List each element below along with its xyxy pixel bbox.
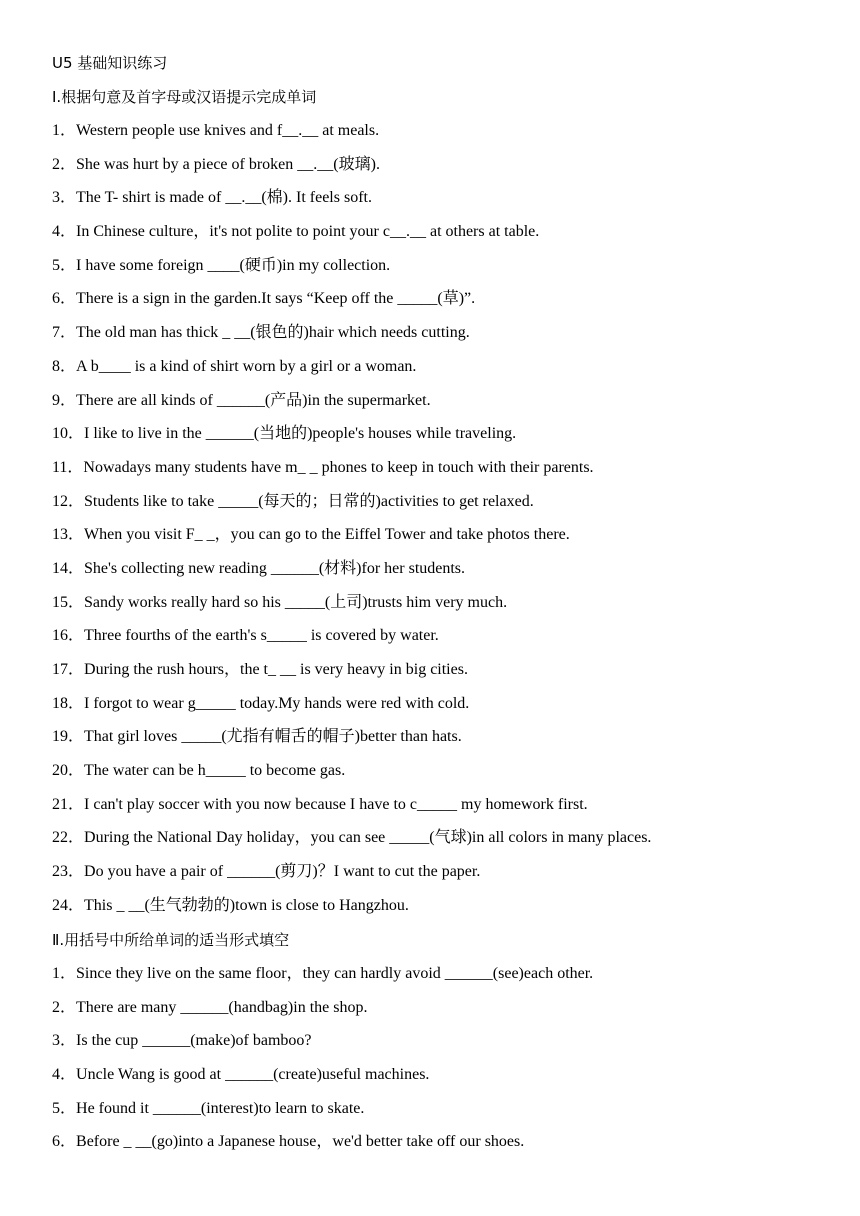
question-number: 6． bbox=[52, 1133, 77, 1151]
question-text: I can't play soccer with you now because I have to c_____ my homework first. bbox=[84, 795, 588, 813]
question-text: Sandy works really hard so his _____(上司)trusts him very much. bbox=[84, 593, 508, 611]
question-number: 21． bbox=[52, 795, 85, 813]
question-text: There are all kinds of ______(产品)in the supermarket. bbox=[76, 391, 431, 409]
question-number: 7． bbox=[52, 324, 77, 342]
question-item bbox=[52, 626, 651, 660]
question-item bbox=[52, 727, 651, 761]
question-item bbox=[52, 424, 651, 458]
question-text: There is a sign in the garden.It says “Keep off the _____(草)”. bbox=[76, 290, 476, 308]
question-text: Before _ __(go)into a Japanese house，we'd better take off our shoes. bbox=[76, 1133, 525, 1151]
worksheet-title: U5 基础知识练习 bbox=[52, 54, 168, 72]
question-item bbox=[52, 525, 651, 559]
question-number: 3． bbox=[52, 1032, 77, 1050]
question-item bbox=[52, 559, 651, 593]
section-2-heading: Ⅱ.用括号中所给单词的适当形式填空 bbox=[52, 931, 290, 949]
question-text: During the National Day holiday，you can see _____(气球)in all colors in many places. bbox=[84, 829, 652, 847]
question-number: 23． bbox=[52, 863, 85, 881]
question-item bbox=[52, 694, 651, 728]
question-text: She's collecting new reading ______(材料)for her students. bbox=[84, 559, 466, 577]
question-number: 19． bbox=[52, 728, 85, 746]
question-number: 4． bbox=[52, 1066, 77, 1084]
question-text: I have some foreign ____(硬币)in my collection. bbox=[76, 256, 391, 274]
question-number: 2． bbox=[52, 155, 77, 173]
question-number: 1． bbox=[52, 122, 77, 139]
question-text: The old man has thick _ __(银色的)hair which needs cutting. bbox=[76, 324, 470, 342]
question-item bbox=[52, 964, 593, 998]
question-item bbox=[52, 188, 651, 222]
question-number: 4． bbox=[52, 223, 77, 241]
question-item bbox=[52, 121, 651, 155]
question-item bbox=[52, 1031, 593, 1065]
question-number: 3． bbox=[52, 189, 77, 207]
question-text: Western people use knives and f__.__ at meals. bbox=[76, 122, 380, 139]
question-number: 22． bbox=[52, 829, 85, 847]
question-number: 14． bbox=[52, 559, 85, 577]
question-text: Students like to take _____(每天的；日常的)activities to get relaxed. bbox=[84, 492, 534, 510]
question-text: I like to live in the ______(当地的)people's houses while traveling. bbox=[84, 425, 517, 443]
question-text: Since they live on the same floor，they can hardly avoid ______(see)each other. bbox=[76, 965, 594, 982]
question-item bbox=[52, 761, 651, 795]
question-text: Do you have a pair of ______(剪刀)？I want to cut the paper. bbox=[84, 863, 481, 881]
question-item bbox=[52, 458, 651, 492]
question-text: This _ __(生气勃勃的)town is close to Hangzhou. bbox=[84, 896, 409, 914]
question-item bbox=[52, 896, 651, 930]
question-number: 5． bbox=[52, 256, 77, 274]
question-text: During the rush hours，the t_ __ is very heavy in big cities. bbox=[84, 661, 468, 678]
question-item bbox=[52, 1132, 593, 1166]
question-number: 2． bbox=[52, 998, 77, 1016]
question-text: He found it ______(interest)to learn to skate. bbox=[76, 1099, 365, 1117]
section-1-heading: Ⅰ.根据句意及首字母或汉语提示完成单词 bbox=[52, 88, 317, 106]
question-number: 16． bbox=[52, 627, 85, 645]
question-number: 15． bbox=[52, 593, 85, 611]
question-item bbox=[52, 828, 651, 862]
question-text: When you visit F_ _，you can go to the Eiffel Tower and take photos there. bbox=[84, 526, 570, 544]
question-text: Nowadays many students have m_ _ phones to keep in touch with their parents. bbox=[83, 458, 594, 476]
question-item bbox=[52, 1065, 593, 1099]
question-text: That girl loves _____(尤指有帽舌的帽子)better than hats. bbox=[84, 728, 462, 746]
question-number: 20． bbox=[52, 762, 85, 780]
question-text: A b____ is a kind of shirt worn by a girl or a woman. bbox=[76, 357, 417, 375]
question-number: 11． bbox=[52, 458, 84, 476]
question-text: Is the cup ______(make)of bamboo? bbox=[76, 1032, 312, 1050]
question-number: 6． bbox=[52, 290, 77, 308]
question-item bbox=[52, 357, 651, 391]
question-item bbox=[52, 1099, 593, 1133]
question-number: 1． bbox=[52, 965, 77, 982]
question-number: 9． bbox=[52, 391, 77, 409]
question-item bbox=[52, 862, 651, 896]
question-text: There are many ______(handbag)in the shop. bbox=[76, 998, 368, 1016]
question-text: The water can be h_____ to become gas. bbox=[84, 762, 346, 780]
question-number: 24． bbox=[52, 896, 85, 914]
section-1-questions bbox=[52, 121, 651, 930]
question-item bbox=[52, 323, 651, 357]
question-item bbox=[52, 492, 651, 526]
section-2-questions bbox=[52, 964, 593, 1166]
question-text: I forgot to wear g_____ today.My hands were red with cold. bbox=[84, 694, 470, 712]
question-number: 13． bbox=[52, 526, 85, 544]
question-text: In Chinese culture，it's not polite to point your c__.__ at others at table. bbox=[76, 223, 540, 241]
question-text: Three fourths of the earth's s_____ is covered by water. bbox=[84, 627, 439, 645]
question-number: 10． bbox=[52, 425, 85, 443]
question-text: The T- shirt is made of __.__(棉). It feels soft. bbox=[76, 189, 372, 207]
question-text: She was hurt by a piece of broken __.__(玻璃). bbox=[76, 155, 380, 173]
question-number: 12． bbox=[52, 492, 85, 510]
question-item bbox=[52, 660, 651, 694]
question-number: 17． bbox=[52, 661, 85, 678]
question-item bbox=[52, 593, 651, 627]
question-number: 8． bbox=[52, 357, 77, 375]
question-item bbox=[52, 222, 651, 256]
question-number: 5． bbox=[52, 1099, 77, 1117]
question-text: Uncle Wang is good at ______(create)useful machines. bbox=[76, 1066, 430, 1084]
question-item bbox=[52, 289, 651, 323]
question-item bbox=[52, 155, 651, 189]
question-item bbox=[52, 256, 651, 290]
question-item bbox=[52, 998, 593, 1032]
question-item bbox=[52, 795, 651, 829]
question-item bbox=[52, 391, 651, 425]
question-number: 18． bbox=[52, 694, 85, 712]
